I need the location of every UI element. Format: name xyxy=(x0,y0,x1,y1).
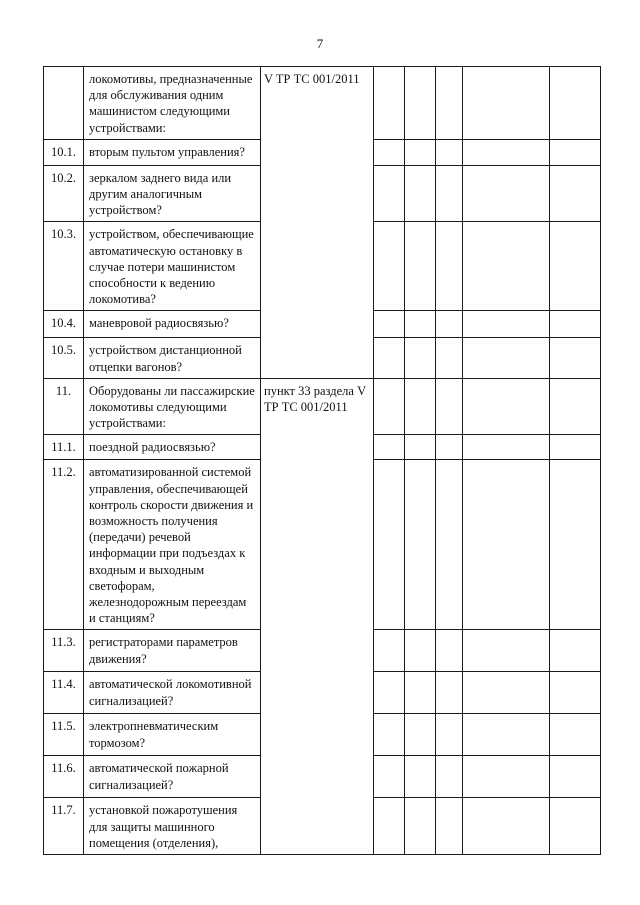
reference-cell[interactable] xyxy=(463,630,550,672)
answer-yes-cell[interactable] xyxy=(374,672,405,714)
answer-no-cell[interactable] xyxy=(405,435,436,460)
answer-yes-cell[interactable] xyxy=(374,714,405,756)
answer-no-cell[interactable] xyxy=(405,222,436,311)
row-requirement xyxy=(261,338,374,378)
answer-na-cell[interactable] xyxy=(436,435,463,460)
notes-cell[interactable] xyxy=(550,798,601,855)
answer-no-cell[interactable] xyxy=(405,139,436,165)
row-requirement xyxy=(261,630,374,672)
reference-cell[interactable] xyxy=(463,435,550,460)
reference-cell[interactable] xyxy=(463,139,550,165)
answer-yes-cell[interactable] xyxy=(374,165,405,222)
notes-cell[interactable] xyxy=(550,378,601,435)
answer-yes-cell[interactable] xyxy=(374,311,405,338)
answer-na-cell[interactable] xyxy=(436,798,463,855)
row-number: 11. xyxy=(44,378,84,435)
table-row xyxy=(44,756,601,798)
table-row xyxy=(44,338,601,378)
answer-na-cell[interactable] xyxy=(436,630,463,672)
notes-cell[interactable] xyxy=(550,222,601,311)
table-row xyxy=(44,139,601,165)
reference-cell[interactable] xyxy=(463,798,550,855)
row-number: 10.2. xyxy=(44,165,84,222)
row-number: 11.1. xyxy=(44,435,84,460)
row-question: автоматизированной системой управления, обеспечивающей контроль скорости движения и возможность получения (передачи) речевой информации при подъездах к входным и выходным светофорам, железнодорожным переездам и станциям? xyxy=(84,460,261,630)
reference-cell[interactable] xyxy=(463,222,550,311)
answer-yes-cell[interactable] xyxy=(374,460,405,630)
row-number: 10.4. xyxy=(44,311,84,338)
answer-yes-cell[interactable] xyxy=(374,630,405,672)
table-row xyxy=(44,311,601,338)
answer-yes-cell[interactable] xyxy=(374,798,405,855)
table-row xyxy=(44,435,601,460)
answer-na-cell[interactable] xyxy=(436,460,463,630)
answer-na-cell[interactable] xyxy=(436,311,463,338)
reference-cell[interactable] xyxy=(463,460,550,630)
answer-na-cell[interactable] xyxy=(436,378,463,435)
notes-cell[interactable] xyxy=(550,311,601,338)
answer-na-cell[interactable] xyxy=(436,338,463,378)
notes-cell[interactable] xyxy=(550,67,601,140)
row-question: зеркалом заднего вида или другим аналогичным устройством? xyxy=(84,165,261,222)
row-question: маневровой радиосвязью? xyxy=(84,311,261,338)
row-question: устройством, обеспечивающие автоматическую остановку в случае потери машинистом способности к ведению локомотива? xyxy=(84,222,261,311)
row-requirement xyxy=(261,139,374,165)
row-requirement xyxy=(261,756,374,798)
notes-cell[interactable] xyxy=(550,714,601,756)
answer-no-cell[interactable] xyxy=(405,672,436,714)
answer-na-cell[interactable] xyxy=(436,67,463,140)
reference-cell[interactable] xyxy=(463,672,550,714)
row-question: автоматической локомотивной сигнализацией? xyxy=(84,672,261,714)
row-question: локомотивы, предназначенные для обслуживания одним машинистом следующими устройствами: xyxy=(84,67,261,140)
row-question: электропневматическим тормозом? xyxy=(84,714,261,756)
checklist-table xyxy=(43,66,601,855)
table-row xyxy=(44,165,601,222)
answer-na-cell[interactable] xyxy=(436,165,463,222)
reference-cell[interactable] xyxy=(463,311,550,338)
row-question: автоматической пожарной сигнализацией? xyxy=(84,756,261,798)
answer-yes-cell[interactable] xyxy=(374,435,405,460)
table-row xyxy=(44,460,601,630)
answer-no-cell[interactable] xyxy=(405,798,436,855)
answer-yes-cell[interactable] xyxy=(374,67,405,140)
reference-cell[interactable] xyxy=(463,714,550,756)
page-number: 7 xyxy=(316,36,324,51)
answer-no-cell[interactable] xyxy=(405,67,436,140)
table-row xyxy=(44,672,601,714)
reference-cell[interactable] xyxy=(463,338,550,378)
answer-no-cell[interactable] xyxy=(405,756,436,798)
answer-no-cell[interactable] xyxy=(405,165,436,222)
row-question: устройством дистанционной отцепки вагонов? xyxy=(84,338,261,378)
row-number: 11.6. xyxy=(44,756,84,798)
table-row xyxy=(44,222,601,311)
row-requirement xyxy=(261,435,374,460)
notes-cell[interactable] xyxy=(550,672,601,714)
row-requirement xyxy=(261,460,374,630)
row-number: 11.5. xyxy=(44,714,84,756)
reference-cell[interactable] xyxy=(463,67,550,140)
row-question: регистраторами параметров движения? xyxy=(84,630,261,672)
row-number: 11.3. xyxy=(44,630,84,672)
answer-no-cell[interactable] xyxy=(405,338,436,378)
answer-yes-cell[interactable] xyxy=(374,338,405,378)
row-requirement: V ТР ТС 001/2011 xyxy=(261,67,374,140)
row-number: 11.2. xyxy=(44,460,84,630)
table-row xyxy=(44,630,601,672)
answer-yes-cell[interactable] xyxy=(374,378,405,435)
answer-no-cell[interactable] xyxy=(405,311,436,338)
row-requirement xyxy=(261,222,374,311)
row-number: 11.4. xyxy=(44,672,84,714)
row-question: Оборудованы ли пассажирские локомотивы следующими устройствами: xyxy=(84,378,261,435)
answer-na-cell[interactable] xyxy=(436,222,463,311)
notes-cell[interactable] xyxy=(550,338,601,378)
row-requirement xyxy=(261,714,374,756)
notes-cell[interactable] xyxy=(550,165,601,222)
answer-na-cell[interactable] xyxy=(436,756,463,798)
row-number: 10.3. xyxy=(44,222,84,311)
table-row xyxy=(44,67,601,140)
row-requirement xyxy=(261,672,374,714)
reference-cell[interactable] xyxy=(463,378,550,435)
row-number: 10.5. xyxy=(44,338,84,378)
notes-cell[interactable] xyxy=(550,460,601,630)
answer-no-cell[interactable] xyxy=(405,460,436,630)
row-requirement xyxy=(261,165,374,222)
reference-cell[interactable] xyxy=(463,756,550,798)
answer-na-cell[interactable] xyxy=(436,139,463,165)
answer-no-cell[interactable] xyxy=(405,630,436,672)
answer-na-cell[interactable] xyxy=(436,714,463,756)
row-number: 10.1. xyxy=(44,139,84,165)
table-row xyxy=(44,378,601,435)
row-requirement xyxy=(261,798,374,855)
notes-cell[interactable] xyxy=(550,435,601,460)
row-question: вторым пультом управления? xyxy=(84,139,261,165)
table-row xyxy=(44,714,601,756)
notes-cell[interactable] xyxy=(550,756,601,798)
row-number xyxy=(44,67,84,140)
notes-cell[interactable] xyxy=(550,139,601,165)
answer-yes-cell[interactable] xyxy=(374,139,405,165)
row-question: поездной радиосвязью? xyxy=(84,435,261,460)
answer-na-cell[interactable] xyxy=(436,672,463,714)
row-requirement xyxy=(261,311,374,338)
row-question: установкой пожаротушения для защиты машинного помещения (отделения), xyxy=(84,798,261,855)
answer-yes-cell[interactable] xyxy=(374,222,405,311)
answer-no-cell[interactable] xyxy=(405,378,436,435)
row-requirement: пункт 33 раздела V ТР ТС 001/2011 xyxy=(261,378,374,435)
answer-no-cell[interactable] xyxy=(405,714,436,756)
reference-cell[interactable] xyxy=(463,165,550,222)
row-number: 11.7. xyxy=(44,798,84,855)
table-row xyxy=(44,798,601,855)
answer-yes-cell[interactable] xyxy=(374,756,405,798)
notes-cell[interactable] xyxy=(550,630,601,672)
